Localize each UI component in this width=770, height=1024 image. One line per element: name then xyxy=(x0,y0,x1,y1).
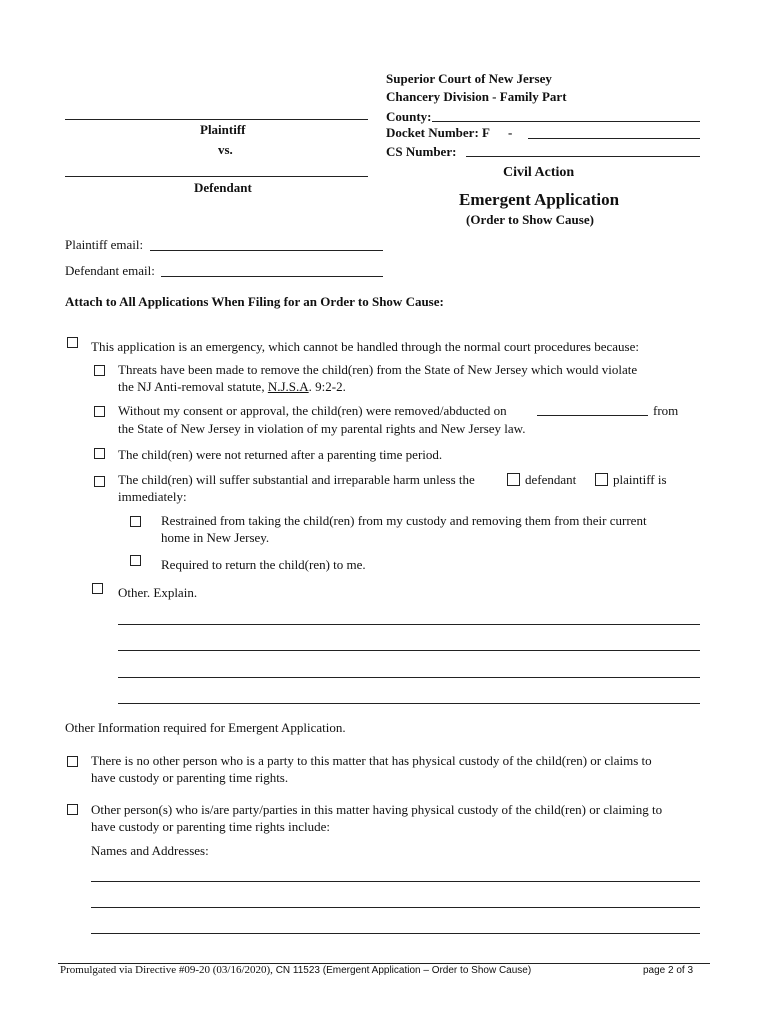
other-persons-checkbox[interactable] xyxy=(67,804,78,815)
cs-number-label: CS Number: xyxy=(386,144,457,159)
defendant-email-label: Defendant email: xyxy=(65,263,155,278)
other-persons-line2: have custody or parenting time rights include: xyxy=(91,819,330,834)
explain-line-1[interactable] xyxy=(118,624,700,625)
plaintiff-email-label: Plaintiff email: xyxy=(65,237,144,252)
page-title: Emergent Application xyxy=(459,190,620,209)
names-addresses-label: Names and Addresses: xyxy=(91,843,209,858)
defendant-name-field[interactable] xyxy=(65,176,368,177)
civil-action-label: Civil Action xyxy=(503,165,575,180)
names-line-1[interactable] xyxy=(91,881,700,882)
required-return-text: Required to return the child(ren) to me. xyxy=(161,557,366,572)
emergency-text: This application is an emergency, which cannot be handled through the normal court procedures because: xyxy=(91,339,639,354)
removed-text-line2: the State of New Jersey in violation of my parental rights and New Jersey law. xyxy=(118,421,526,436)
other-checkbox[interactable] xyxy=(92,583,103,594)
page-number: page 2 of 3 xyxy=(643,965,694,976)
harm-text-line2: immediately: xyxy=(118,489,187,504)
removed-checkbox[interactable] xyxy=(94,406,105,417)
removed-date-field[interactable] xyxy=(537,415,648,416)
harm-text-line1: The child(ren) will suffer substantial and irreparable harm unless the xyxy=(118,472,475,487)
removed-from-text: from xyxy=(653,403,679,418)
restrained-text-line1: Restrained from taking the child(ren) from my custody and removing them from their current xyxy=(161,513,647,528)
footer-form-id: CN 11523 (Emergent Application – Order to Show Cause) xyxy=(275,965,532,976)
defendant-email-field[interactable] xyxy=(161,276,383,277)
threats-checkbox[interactable] xyxy=(94,365,105,376)
harm-defendant-label: defendant xyxy=(525,472,577,487)
county-field[interactable] xyxy=(432,121,700,122)
restrained-checkbox[interactable] xyxy=(130,516,141,527)
names-line-3[interactable] xyxy=(91,933,700,934)
explain-line-4[interactable] xyxy=(118,703,700,704)
threats-text-pre: the NJ Anti-removal statute, xyxy=(118,379,268,394)
county-label: County: xyxy=(386,109,432,124)
other-info-heading: Other Information required for Emergent Application. xyxy=(65,720,346,735)
explain-line-3[interactable] xyxy=(118,677,700,678)
threats-text-line2 xyxy=(118,378,346,395)
other-persons-line1: Other person(s) who is/are party/parties in this matter having physical custody of the child(ren) or claiming to xyxy=(91,802,663,817)
explain-line-2[interactable] xyxy=(118,650,700,651)
page-subtitle: (Order to Show Cause) xyxy=(466,212,594,227)
defendant-label: Defendant xyxy=(194,180,252,195)
harm-plaintiff-label: plaintiff is xyxy=(613,472,667,487)
emergency-checkbox[interactable] xyxy=(67,337,78,348)
other-explain-text: Other. Explain. xyxy=(118,585,198,600)
plaintiff-name-field[interactable] xyxy=(65,119,368,120)
vs-label: vs. xyxy=(218,142,233,157)
cs-number-field[interactable] xyxy=(466,156,700,157)
not-returned-checkbox[interactable] xyxy=(94,448,105,459)
plaintiff-label: Plaintiff xyxy=(200,122,246,137)
no-other-person-checkbox[interactable] xyxy=(67,756,78,767)
plaintiff-email-field[interactable] xyxy=(150,250,383,251)
threats-text-post: . 9:2-2. xyxy=(308,379,346,394)
harm-checkbox[interactable] xyxy=(94,476,105,487)
docket-number-field[interactable] xyxy=(528,138,700,139)
court-name: Superior Court of New Jersey xyxy=(386,71,552,86)
required-return-checkbox[interactable] xyxy=(130,555,141,566)
footer-directive: Promulgated via Directive #09-20 (03/16/2020), xyxy=(60,964,276,976)
harm-plaintiff-checkbox[interactable] xyxy=(595,473,608,486)
docket-dash: - xyxy=(508,125,513,140)
footer-left xyxy=(60,963,531,978)
no-other-person-line1: There is no other person who is a party to this matter that has physical custody of the child(ren) or claims to xyxy=(91,753,652,768)
docket-label: Docket Number: F xyxy=(386,125,490,140)
restrained-text-line2: home in New Jersey. xyxy=(161,530,270,545)
threats-text-line1: Threats have been made to remove the child(ren) from the State of New Jersey which would violate xyxy=(118,362,638,377)
removed-text-line1: Without my consent or approval, the child(ren) were removed/abducted on xyxy=(118,403,507,418)
names-line-2[interactable] xyxy=(91,907,700,908)
not-returned-text: The child(ren) were not returned after a parenting time period. xyxy=(118,447,443,462)
harm-defendant-checkbox[interactable] xyxy=(507,473,520,486)
no-other-person-line2: have custody or parenting time rights. xyxy=(91,770,289,785)
court-division: Chancery Division - Family Part xyxy=(386,89,567,104)
instructions-heading: Attach to All Applications When Filing for an Order to Show Cause: xyxy=(65,294,444,309)
statute-reference: N.J.S.A xyxy=(267,379,309,394)
